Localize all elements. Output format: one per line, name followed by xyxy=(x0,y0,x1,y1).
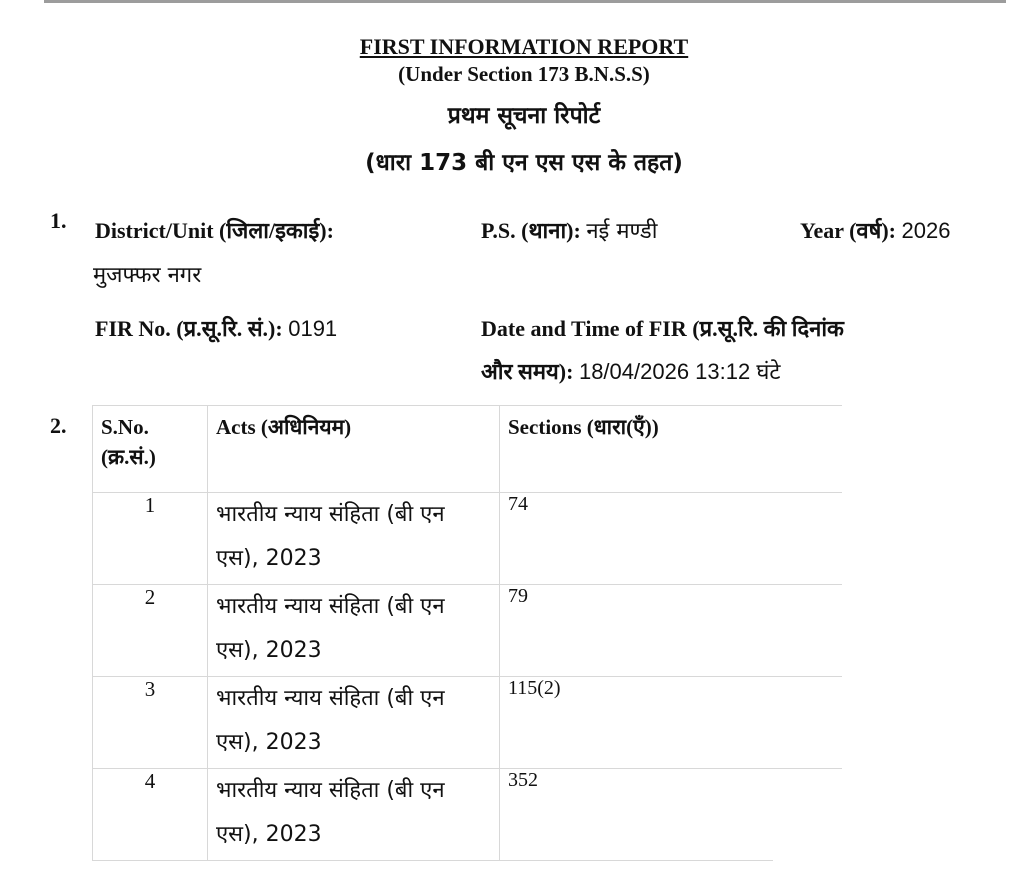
fir-no-field xyxy=(95,313,337,343)
table-row xyxy=(93,493,845,585)
district-label: District/Unit (जिला/इकाई): xyxy=(95,218,334,243)
section-2-number: 2. xyxy=(50,413,67,438)
fir-datetime-value: 18/04/2026 13:12 घंटे xyxy=(578,359,781,384)
acts-sections-table xyxy=(92,405,845,861)
row-act: भारतीय न्याय संहिता (बी एन एस), 2023 xyxy=(208,769,500,861)
row-sno: 3 xyxy=(93,677,208,769)
fir-no-label: FIR No. (प्र.सू.रि. सं.): xyxy=(95,316,283,341)
fir-datetime-label-line1: Date and Time of FIR (प्र.सू.रि. की दिनांक xyxy=(481,316,844,341)
fir-no-value: 0191 xyxy=(288,316,338,341)
column-header-sno: S.No. (क्र.सं.) xyxy=(93,406,208,493)
row-section: 115(2) xyxy=(500,677,845,769)
table-edge-mask xyxy=(773,856,853,868)
row-act: भारतीय न्याय संहिता (बी एन एस), 2023 xyxy=(208,677,500,769)
table-row xyxy=(93,769,845,861)
year-field xyxy=(800,215,950,245)
section-1-number: 1. xyxy=(50,208,67,233)
row-act: भारतीय न्याय संहिता (बी एन एस), 2023 xyxy=(208,493,500,585)
report-title-hindi: प्रथम सूचना रिपोर्ट xyxy=(447,103,601,129)
row-sno: 4 xyxy=(93,769,208,861)
column-header-sections: Sections (धारा(एँ)) xyxy=(500,406,845,493)
row-sno: 2 xyxy=(93,585,208,677)
fir-datetime-field xyxy=(481,356,780,386)
report-title: FIRST INFORMATION REPORT xyxy=(359,34,689,59)
row-section: 79 xyxy=(500,585,845,677)
district-value: मुजफ्फर नगर xyxy=(93,263,202,288)
row-section: 74 xyxy=(500,493,845,585)
row-section: 352 xyxy=(500,769,845,861)
top-divider xyxy=(44,0,1006,3)
table-header-row xyxy=(93,406,845,493)
ps-value: नई मण्डी xyxy=(586,219,658,244)
ps-field xyxy=(481,215,657,245)
year-value: 2026 xyxy=(901,218,951,243)
table-row xyxy=(93,677,845,769)
report-subtitle: (Under Section 173 B.N.S.S) xyxy=(398,62,650,86)
column-header-acts: Acts (अधिनियम) xyxy=(208,406,500,493)
table-row xyxy=(93,585,845,677)
row-act: भारतीय न्याय संहिता (बी एन एस), 2023 xyxy=(208,585,500,677)
fir-datetime-label-line2: और समय): xyxy=(481,359,574,384)
table-right-edge-mask xyxy=(842,404,850,864)
year-label: Year (वर्ष): xyxy=(800,218,897,243)
row-sno: 1 xyxy=(93,493,208,585)
report-subtitle-hindi: (धारा 173 बी एन एस एस के तहत) xyxy=(365,150,683,176)
ps-label: P.S. (थाना): xyxy=(481,218,581,243)
